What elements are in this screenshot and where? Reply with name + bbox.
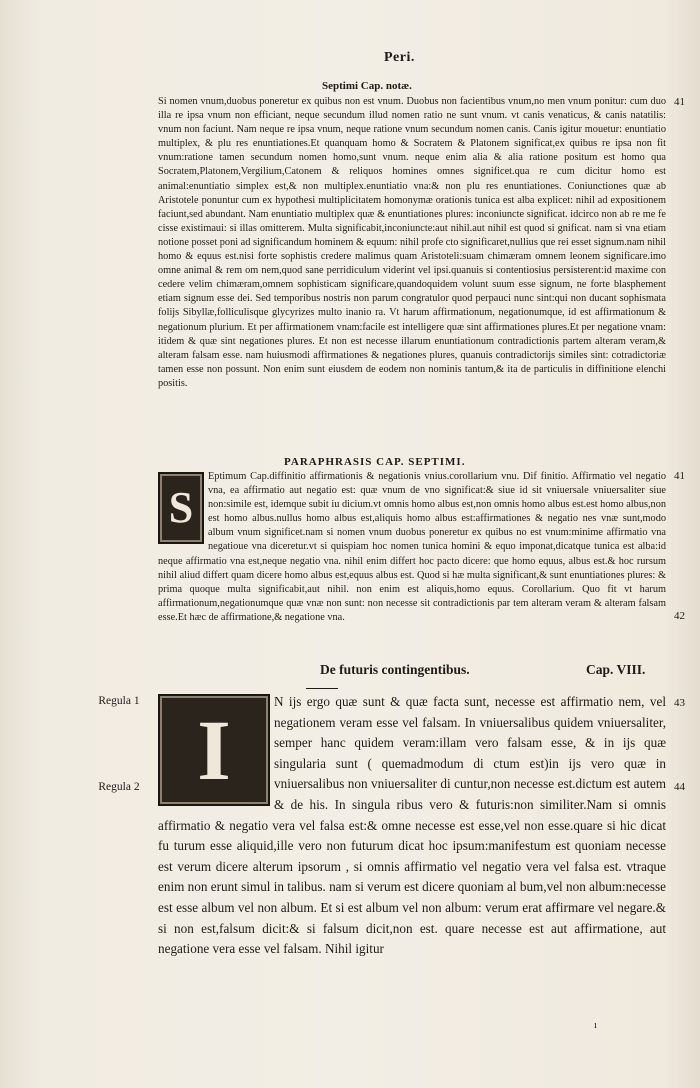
dropcap-s: S [158, 472, 204, 544]
margin-number: 43 [674, 697, 685, 709]
margin-number: 42 [674, 610, 685, 622]
main-text-block [158, 692, 666, 960]
margin-number: 44 [674, 781, 685, 793]
notes-block [158, 95, 666, 391]
chapter-number: Cap. VIII. [586, 662, 646, 677]
page-mark: ı [594, 1020, 597, 1031]
notes-paragraph: Si nomen vnum,duobus poneretur ex quibus non est vnum. Duobus non facientibus vnum,no men vnum ponitur: cum duo illa re ipsa vnum non efficiant, neque secundum illud nomen ratio ne sunt vnum. vt canis venaticus, & canis natatilis: vnum non faciunt. Nam neque re ipsa vnum, neque ratione vnum secundum nomen canis. Canis igitur mouetur: enuntiatio multiplex, & plu res enuntiationes.Et quanquam homo & Socratem & Platonem significat,ex quibus re ipsa non fit vnum:ratione tamen secundum nomen homo,sunt vnum. neque enim alia & alia ratione positum est homo qua Socratem,Platonem,Vergilium,Catonem & reliquos homines omnes significet.qua re cum dicitur homo est animal:enuntiatio simplex est,& non multiplex.enuntiatio vna:& non plu res enuntiationes. Coniunctiones quæ ab Aristotele ponuntur cum ex hypothesi multiplicitatem homonymæ orationis tunica est alba explicet: nihil ad expositionem faciunt,sed abundant. Nam enuntiatio multiplex quæ & enuntiationes plures: inconiuncte significat. idcirco non ab re me fe cisse existimaui: si illas omitterem. Multa significabit,inconiuncte:aut nihil.aut nihil est quod si gnificat. nam si vna etiam notione posset poni ad significandum hominem & equum: nihil profe cto significaret,nullius que rei esset signum.nam nihil homo & equus est.nisi forte sophistis credere malimus quam Aristoteli:suam chimæram omnem leonem significare.imo omne animal & rem om nem,quod sane perridiculum viderint vel ipsi.quanuis si contentiosius persisterent:id maxime con cedere velim chimæram,omnem sophisticam significare,quandoquidem volunt suum esse signum, ne forte blasphement etiam signum esse dei. Sed temporibus nostris non parum congratulor quod perpauci nunc sint:qui non ducant sophismata folijs Sibyllæ,folliculisque glycyrizes multo inanio ra. Vt harum affirmationum, negationumque, id est affirmationum & negationum plurium. Et per affirmationem vnam:facile est intelligere quæ sint affirmationes plures.Et per negatione vnam: itidem & quæ sint negationes plures. Et non est necesse illarum enuntiationum contradictionis partem alteram veram,& alteram falsam esse. nam huiusmodi affirmationes & negationes plures, quanuis contradictorijs similes sint: cotradictoriæ tamen esse non possunt. Non enim sunt eiusdem de eodem non nominis tantum,& ita de particulis in diffinitione elenchi positis. [158, 96, 666, 389]
chapter-title: De futuris contingentibus. [320, 662, 470, 677]
margin-number: 41 [674, 96, 685, 108]
dropcap-i: I [158, 694, 270, 806]
divider [306, 688, 338, 689]
margin-number: 41 [674, 470, 685, 482]
section-heading-notes: Septimi Cap. notæ. [322, 80, 412, 92]
running-head: Peri. [384, 50, 415, 65]
main-paragraph: N ijs ergo quæ sunt & quæ facta sunt, necesse est affirmatio nem, vel negationem veram esse vel falsam. In vniuersalibus quidem vniuersaliter, semper hanc quidem veram:illam vero falsam esse, & in ijs quæ singularia sunt ( quemadmodum di ctum est)in ijs vero quæ in vniuersalibus non vniuersaliter di cuntur,non necesse est.dictum est autem & de his. In singula ribus vero & futuris:non similiter.Nam si omnis affirmatio & negatio vera vel falsa est:& omne necesse est esse,vel non esse.quare si hic dicat fu turum esse aliquid,ille vero non futurum dicat hoc ipsum:manifestum est quoniam necesse est verum dicere alterum ipsorum , si omnis affirmatio vel negatio vera vel falsa est. vtraque enim non erunt simul in talibus. nam si verum est dicere quoniam al bum,vel non album:necesse est esse album vel non album. Et si est album vel non album: verum erat affirmare vel negare.& si non est,falsum dicit:& si falsum dicit,non est. quare necesse est aut affirmatione, aut negatione vera esse vel falsam. Nihil igitur [158, 694, 666, 957]
margin-note-regula-2: Regula 2 [98, 781, 140, 793]
margin-note-regula-1: Regula 1 [98, 695, 140, 707]
paraphrasis-block [158, 470, 666, 625]
paraphrasis-paragraph: Eptimum Cap.diffinitio affirmationis & negationis vnius.corollarium vnu. Dif finitio. Affirmatio vel negatio vna, ea affirmatio aut negatio est: quæ vnum de vno significat:& siue id sit vniuersale vniuersaliter siue non:simile est, idemque subit iu dicium.vt omnis homo albus est,non omnis homo albus est.est homo albus,non est homo albus.nullus homo albus est,aliquis homo albus est:affirmationes & negatio nes vnæ sunt,modo album vnum significet.nam si nomen vnum duobus poneretur ex quibus no est vnum:minime affirmatio vna negatioue vna diceretur.vt si quispiam hoc nomen tunica homini & equo imponat,dicatque tunica est alba:id neque affirmatio vna est,neque negatio vna. nihil enim differt hoc pacto dicere: que homo equus, albus est.& hoc rursum nihil aliud differt quam dicere homo albus est,equus albus est. Quod si hæ multa significant,& sunt enuntiationes plures: & prima quoque multa significabit,aut nihil. non enim est aliquis,homo equus. Corollarium. Quo fit vt harum affirmationum,negationumque quæ vnæ non sunt: non necesse sit contradictionis par tem alteram veram & alteram falsam esse.Et hæc de affirmatione,& negatione vna. [158, 471, 666, 623]
section-heading-paraphrasis: PARAPHRASIS CAP. SEPTIMI. [284, 456, 466, 468]
